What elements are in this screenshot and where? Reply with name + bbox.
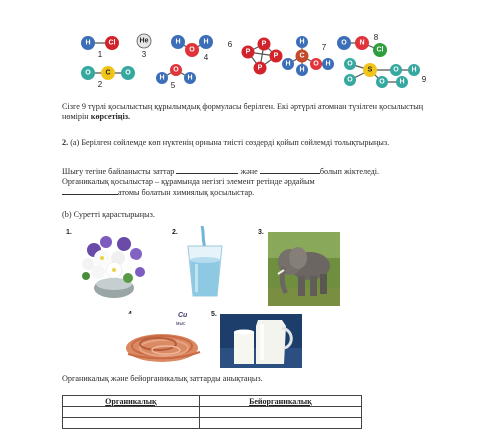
blank-field-2[interactable] xyxy=(260,166,320,174)
svg-text:H: H xyxy=(325,60,331,68)
sentence-line1-part1: Шығу тегіне байланысты заттар xyxy=(62,167,175,176)
svg-text:H: H xyxy=(411,66,417,74)
svg-text:P: P xyxy=(273,52,279,60)
svg-text:8: 8 xyxy=(373,33,379,42)
svg-text:5: 5 xyxy=(170,81,176,90)
fill-in-sentence xyxy=(62,166,448,198)
svg-text:O: O xyxy=(393,66,399,74)
copper-coil-image xyxy=(118,314,210,366)
sentence-line1-part3: болып жіктеледі. xyxy=(319,167,380,176)
photo-1-label: 1. xyxy=(66,229,72,236)
molecule-5 xyxy=(156,64,196,90)
photo-5-label: 5. xyxy=(211,311,217,318)
copper-symbol: Cu xyxy=(178,312,188,319)
svg-text:P: P xyxy=(261,40,267,48)
svg-text:C: C xyxy=(105,69,111,77)
blank-field-3[interactable] xyxy=(62,187,118,195)
svg-text:O: O xyxy=(173,66,179,74)
sentence-line-3 xyxy=(62,187,448,198)
svg-text:N: N xyxy=(359,39,365,47)
molecule-3 xyxy=(137,34,151,59)
copper-name: мыс xyxy=(176,321,186,327)
svg-text:P: P xyxy=(245,48,251,56)
svg-text:H: H xyxy=(299,38,305,46)
column-header-organic: Органикалық xyxy=(63,396,200,407)
table-row xyxy=(63,407,362,418)
copper-photo xyxy=(118,314,210,366)
task2-heading-text: (a) Берілген сөйлемде көп нүктенің орнына тиісті сөздерді қойып сөйлемді толықтырыңыз. xyxy=(68,138,390,147)
answer-table xyxy=(62,395,362,429)
blank-field-1[interactable] xyxy=(176,166,238,174)
svg-text:S: S xyxy=(367,66,373,74)
svg-text:C: C xyxy=(299,52,305,60)
flowers-photo xyxy=(74,232,154,300)
table-row xyxy=(63,418,362,429)
answer-table-header-row xyxy=(63,396,362,407)
molecule-8 xyxy=(337,33,387,57)
svg-text:H: H xyxy=(175,38,181,46)
column-header-inorganic: Бейорганикалық xyxy=(199,396,361,407)
svg-text:3: 3 xyxy=(141,50,147,59)
svg-text:Cl: Cl xyxy=(108,39,116,47)
svg-text:H: H xyxy=(159,74,165,82)
svg-text:H: H xyxy=(203,38,209,46)
svg-text:H: H xyxy=(187,74,193,82)
svg-text:P: P xyxy=(257,64,263,72)
molecule-7 xyxy=(282,36,334,76)
svg-text:H: H xyxy=(299,66,305,74)
svg-text:4: 4 xyxy=(203,53,209,62)
answer-cell-organic-2[interactable] xyxy=(63,418,200,429)
svg-text:1: 1 xyxy=(97,50,103,59)
task1-text-main: Сізге 9 түрлі қосылыстың құрылымдық формуласы берілген. Екі әртүрлі атомнан түзілген қосылыстың нөмірін xyxy=(62,102,424,121)
task2-number: 2. xyxy=(62,138,69,147)
svg-text:O: O xyxy=(341,39,347,47)
answer-cell-inorganic-1[interactable] xyxy=(199,407,361,418)
svg-text:O: O xyxy=(85,69,91,77)
photo-3-label: 3. xyxy=(258,229,264,236)
svg-text:Cl: Cl xyxy=(376,46,384,54)
molecule-9 xyxy=(344,58,427,88)
svg-text:O: O xyxy=(313,60,319,68)
svg-text:O: O xyxy=(379,78,385,86)
svg-text:7: 7 xyxy=(321,43,327,52)
milk-photo xyxy=(220,314,302,368)
molecule-1 xyxy=(81,36,119,59)
molecule-2 xyxy=(81,66,135,89)
task1-text-bold: көрсетіңіз. xyxy=(90,112,131,121)
task-b-text: (b) Суретті қарастырыңыз. xyxy=(62,210,155,219)
sentence-line3-part: атомы болатын химиялық қосылыстар. xyxy=(118,188,255,197)
svg-text:9: 9 xyxy=(421,75,427,84)
sentence-line1-part2: және xyxy=(240,167,258,176)
answer-cell-organic-1[interactable] xyxy=(63,407,200,418)
svg-text:H: H xyxy=(85,39,91,47)
answer-instruction: Органикалық және бейорганикалық заттарды анықтаңыз. xyxy=(62,374,263,383)
molecule-6 xyxy=(228,38,283,75)
svg-text:6: 6 xyxy=(227,40,233,49)
task1-text xyxy=(62,102,448,122)
svg-text:O: O xyxy=(347,76,353,84)
svg-text:H: H xyxy=(285,60,291,68)
svg-text:H: H xyxy=(399,78,405,86)
water-glass-photo xyxy=(180,226,230,300)
elephant-photo xyxy=(268,232,340,306)
sentence-line-2: Органикалық қосылыстар – құрамында негізгі элемент ретінде әрдайым xyxy=(62,177,315,186)
sentence-line-1 xyxy=(62,166,448,177)
svg-text:O: O xyxy=(125,69,131,77)
molecule-diagram xyxy=(70,30,430,90)
svg-text:O: O xyxy=(347,60,353,68)
svg-text:O: O xyxy=(189,46,195,54)
answer-cell-inorganic-2[interactable] xyxy=(199,418,361,429)
svg-text:2: 2 xyxy=(97,80,103,89)
svg-text:He: He xyxy=(139,37,149,45)
molecule-4 xyxy=(171,35,213,62)
task2-heading xyxy=(62,138,448,148)
photo-2-label: 2. xyxy=(172,229,178,236)
